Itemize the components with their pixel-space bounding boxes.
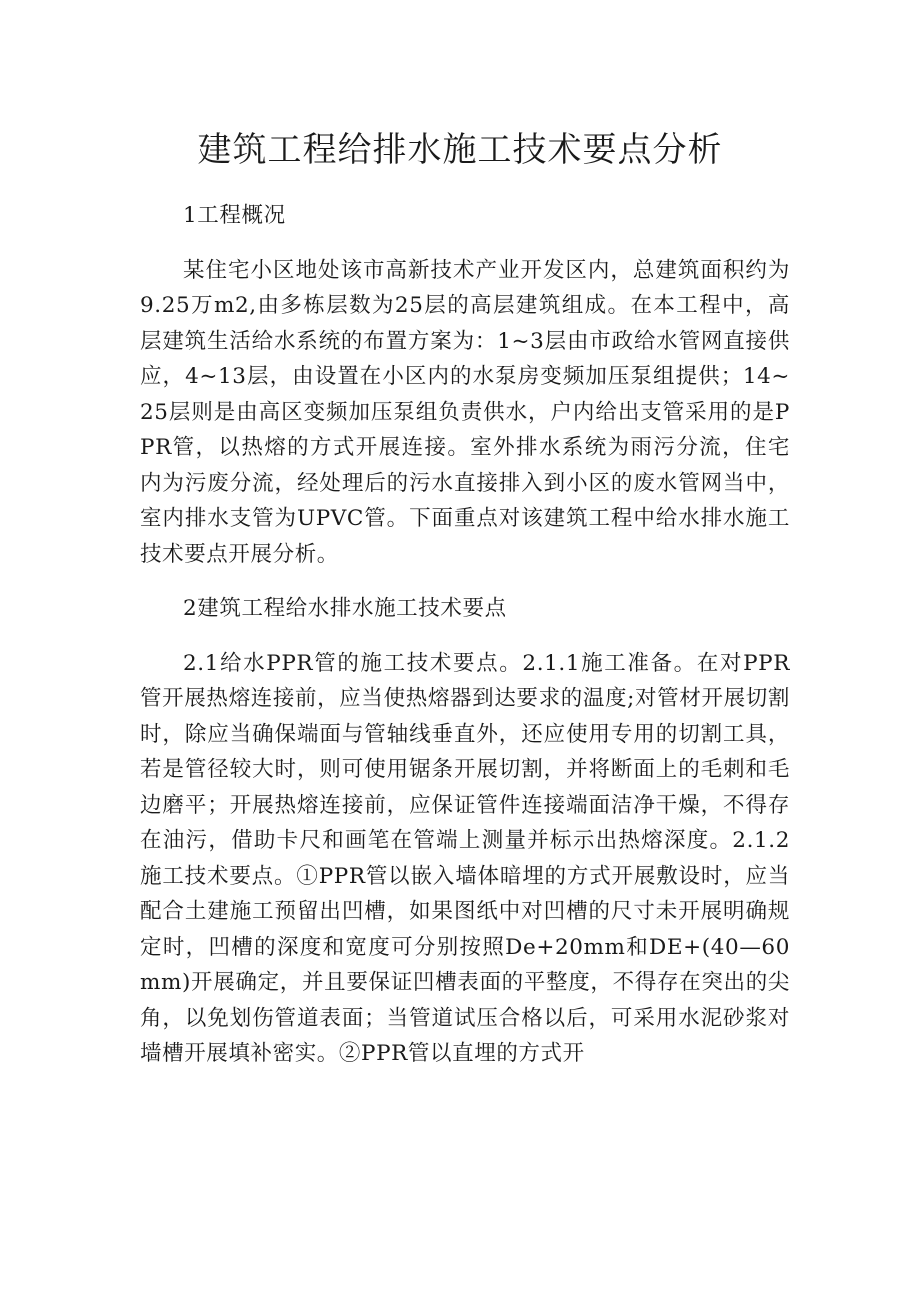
paragraph-overview: 某住宅小区地处该市高新技术产业开发区内，总建筑面积约为9.25万m2,由多栋层数为25层的高层建筑组成。在本工程中，高层建筑生活给水系统的布置方案为：1~3层由市政给水管网直接供应，4~13层，由设置在小区内的水泵房变频加压泵组提供；14~25层则是由高区变频加压泵组负责供水，户内给出支管采用的是PPR管，以热熔的方式开展连接。室外排水系统为雨污分流，住宅内为污废分流，经处理后的污水直接排入到小区的废水管网当中，室内排水支管为UPVC管。下面重点对该建筑工程中给水排水施工技术要点开展分析。 <box>140 257 790 567</box>
section-heading-overview: 1工程概况 <box>183 203 286 228</box>
paragraph-ppr-techniques: 2.1给水PPR管的施工技术要点。2.1.1施工准备。在对PPR管开展热熔连接前，应当使热熔器到达要求的温度;对管材开展切割时，除应当确保端面与管轴线垂直外，还应使用专用的切割工具，若是管径较大时，则可使用锯条开展切割，并将断面上的毛刺和毛边磨平；开展热熔连接前，应保证管件连接端面洁净干燥，不得存在油污，借助卡尺和画笔在管端上测量并标示出热熔深度。2.1.2施工技术要点。①PPR管以嵌入墙体暗埋的方式开展敷设时，应当配合土建施工预留出凹槽，如果图纸中对凹槽的尺寸未开展明确规定时，凹槽的深度和宽度可分别按照De+20mm和DE+(40—60mm)开展确定，并且要保证凹槽表面的平整度，不得存在突出的尖角，以免划伤管道表面；当管道试压合格以后，可采用水泥砂浆对墙槽开展填补密实。②PPR管以直埋的方式开 <box>140 650 790 1066</box>
document-title: 建筑工程给排水施工技术要点分析 <box>197 130 723 170</box>
section-heading-techniques: 2建筑工程给水排水施工技术要点 <box>183 596 507 621</box>
document-body <box>140 198 790 1091</box>
